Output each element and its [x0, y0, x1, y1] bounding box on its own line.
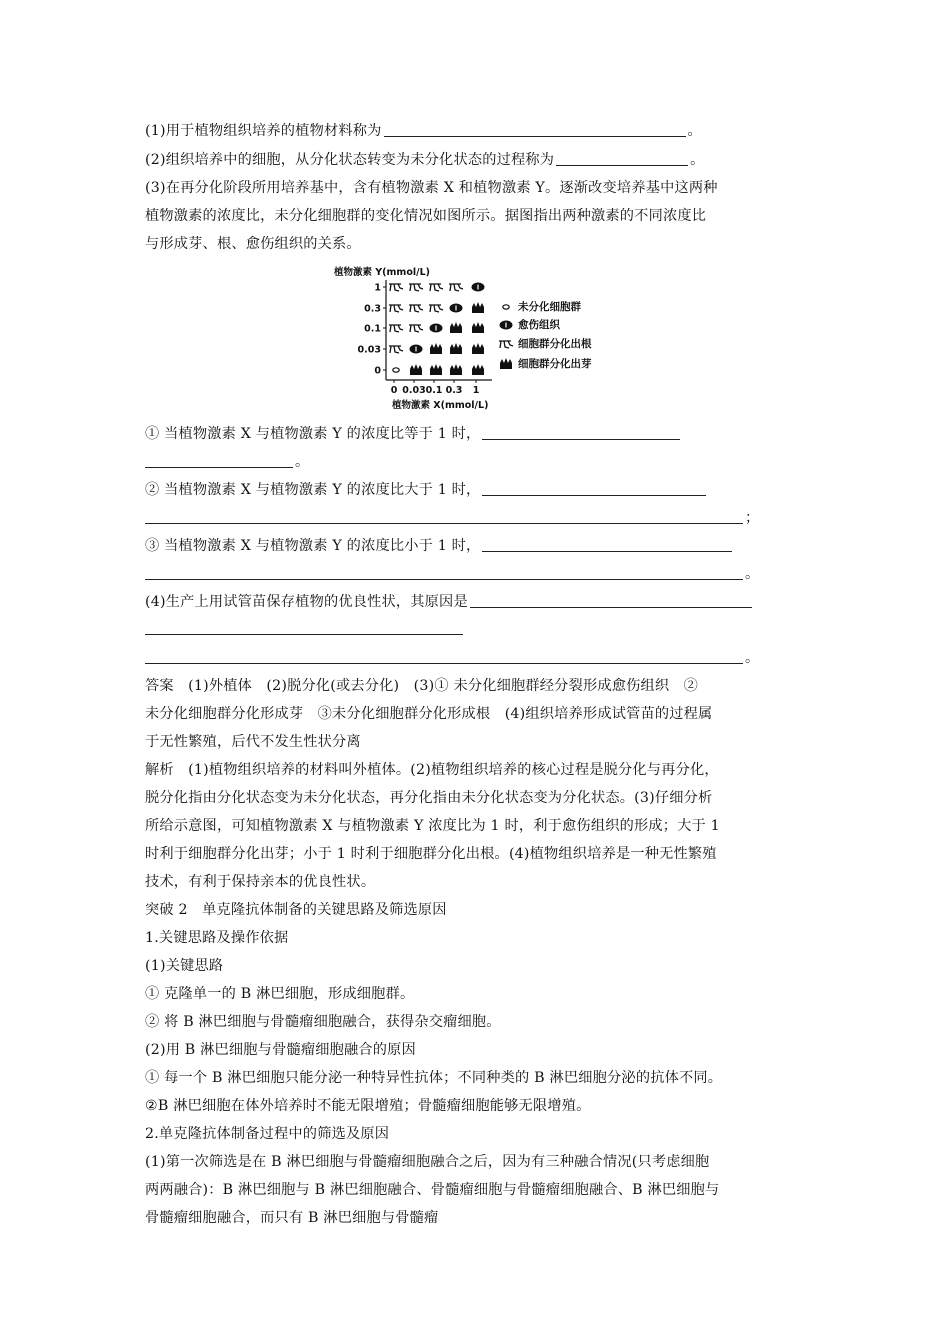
- answer-blank-5a[interactable]: [482, 537, 732, 552]
- shoot-icon: [472, 364, 484, 375]
- shoot-icon: [430, 343, 442, 354]
- shoot-icon: [450, 343, 462, 354]
- root-icon: [429, 284, 443, 291]
- section-2-title: 突破 2 单克隆抗体制备的关键思路及筛选原因: [145, 902, 447, 918]
- shoot-icon: [472, 322, 484, 333]
- answer-line-3: 于无性繁殖，后代不发生性状分离: [145, 734, 361, 750]
- answer-blank-3b[interactable]: [145, 453, 293, 468]
- sub-question-1-cont: 。: [145, 452, 309, 472]
- section-2-heading-1: 1.关键思路及操作依据: [145, 930, 289, 946]
- answer-blank-6a[interactable]: [470, 593, 752, 608]
- answer-blank-3a[interactable]: [482, 425, 680, 440]
- question-4-cont: 。: [145, 648, 759, 668]
- analysis-line-5: 技术，有利于保持亲本的优良性状。: [145, 874, 376, 890]
- y-tick-label: 0.3: [364, 303, 381, 315]
- question-3-line-3: 与形成芽、根、愈伤组织的关系。: [145, 236, 361, 252]
- answer-blank-2[interactable]: [556, 151, 688, 166]
- sub-question-2-cont: ；: [145, 508, 759, 528]
- section-2-heading-2: 2.单克隆抗体制备过程中的筛选及原因: [145, 1126, 390, 1142]
- section-2-point-3: ① 每一个 B 淋巴细胞只能分泌一种特异性抗体；不同种类的 B 淋巴细胞分泌的抗体不同。: [145, 1070, 723, 1086]
- answer-blank-4b[interactable]: [145, 509, 743, 524]
- shoot-icon: [500, 358, 512, 369]
- undifferentiated-cell-icon: [393, 368, 399, 372]
- sub-question-2: ② 当植物激素 X 与植物激素 Y 的浓度比大于 1 时，: [145, 480, 708, 500]
- answer-blank-4a[interactable]: [482, 481, 706, 496]
- answer-line-2: 未分化细胞群分化形成芽 ③未分化细胞群分化形成根 (4)组织培养形成试管苗的过程属: [145, 706, 713, 722]
- legend-label: 未分化细胞群: [518, 301, 581, 313]
- answer-blank-6b[interactable]: [145, 634, 463, 635]
- shoot-icon: [410, 364, 422, 375]
- y-tick-label: 0: [374, 365, 381, 377]
- analysis-line-1: 解析 (1)植物组织培养的材料叫外植体。(2)植物组织培养的核心过程是脱分化与再分化，: [145, 762, 719, 778]
- y-tick-label: 0.1: [364, 323, 381, 335]
- question-3-line-1: (3)在再分化阶段所用培养基中，含有植物激素 X 和植物激素 Y。逐渐改变培养基中这两种: [145, 180, 718, 196]
- sub-question-3: ③ 当植物激素 X 与植物激素 Y 的浓度比小于 1 时，: [145, 536, 734, 556]
- x-tick-label: 0.03: [402, 385, 426, 396]
- x-tick-label: 0.3: [445, 385, 463, 396]
- y-axis-label: 植物激素 Y(mmol/L): [334, 267, 430, 278]
- undifferentiated-cell-icon: [503, 305, 509, 309]
- root-icon: [389, 305, 403, 312]
- x-tick-label: 1: [472, 385, 480, 396]
- root-icon: [409, 325, 423, 332]
- shoot-icon: [430, 364, 442, 375]
- root-icon: [409, 284, 423, 291]
- analysis-line-2: 脱分化指由分化状态变为未分化状态，再分化指由未分化状态变为分化状态。(3)仔细分析: [145, 790, 713, 806]
- section-2-point-1: ① 克隆单一的 B 淋巴细胞，形成细胞群。: [145, 986, 415, 1002]
- x-tick-label: 0: [390, 385, 398, 396]
- root-icon: [409, 305, 423, 312]
- x-axis-label: 植物激素 X(mmol/L): [392, 400, 489, 411]
- root-icon: [389, 346, 403, 353]
- legend-label: 细胞群分化出芽: [518, 358, 592, 370]
- analysis-line-3: 所给示意图，可知植物激素 X 与植物激素 Y 浓度比为 1 时，利于愈伤组织的形成；大于 1: [145, 818, 720, 834]
- shoot-icon: [450, 322, 462, 333]
- analysis-line-4: 时利于细胞群分化出芽；小于 1 时利于细胞群分化出根。(4)植物组织培养是一种无性繁殖: [145, 846, 717, 862]
- answer-blank-6c[interactable]: [145, 649, 743, 664]
- question-4: (4)生产上用试管苗保存植物的优良性状，其原因是: [145, 592, 754, 612]
- root-icon: [389, 284, 403, 291]
- section-2-heading-1-1: (1)关键思路: [145, 958, 224, 974]
- question-1: (1)用于植物组织培养的植物材料称为 。: [145, 123, 702, 139]
- shoot-icon: [472, 302, 484, 313]
- section-2-para-line-1: (1)第一次筛选是在 B 淋巴细胞与骨髓瘤细胞融合之后，因为有三种融合情况(只考虑细胞: [145, 1154, 710, 1170]
- y-tick-label: 1: [374, 282, 381, 294]
- section-2-point-4: ②B 淋巴细胞在体外培养时不能无限增殖；骨髓瘤细胞能够无限增殖。: [145, 1098, 591, 1114]
- shoot-icon: [450, 364, 462, 375]
- sub-question-3-cont: 。: [145, 564, 759, 584]
- question-1-text: (1)用于植物组织培养的植物材料称为: [145, 123, 382, 139]
- hormone-ratio-figure: [330, 262, 630, 412]
- legend-label: 细胞群分化出根: [518, 338, 592, 350]
- sub-question-1: ① 当植物激素 X 与植物激素 Y 的浓度比等于 1 时，: [145, 424, 682, 444]
- question-2-text: (2)组织培养中的细胞，从分化状态转变为未分化状态的过程称为: [145, 152, 555, 168]
- y-tick-label: 0.03: [357, 344, 381, 356]
- section-2-point-2: ② 将 B 淋巴细胞与骨髓瘤细胞融合，获得杂交瘤细胞。: [145, 1014, 501, 1030]
- section-2-para-line-2: 两两融合)：B 淋巴细胞与 B 淋巴细胞融合、骨髓瘤细胞与骨髓瘤细胞融合、B 淋巴细胞与: [145, 1182, 720, 1198]
- section-2-para-line-3: 骨髓瘤细胞融合，而只有 B 淋巴细胞与骨髓瘤: [145, 1210, 439, 1226]
- root-icon: [499, 341, 513, 348]
- shoot-icon: [472, 343, 484, 354]
- section-2-heading-1-2: (2)用 B 淋巴细胞与骨髓瘤细胞融合的原因: [145, 1042, 416, 1058]
- root-icon: [449, 284, 463, 291]
- question-3-line-2: 植物激素的浓度比，未分化细胞群的变化情况如图所示。据图指出两种激素的不同浓度比: [145, 208, 707, 224]
- x-tick-label: 0.1: [425, 385, 443, 396]
- answer-blank-5b[interactable]: [145, 565, 743, 580]
- answer-line-1: 答案 (1)外植体 (2)脱分化(或去分化) (3)① 未分化细胞群经分裂形成愈伤组织 ②: [145, 678, 699, 694]
- answer-blank-1[interactable]: [384, 122, 686, 137]
- legend-label: 愈伤组织: [518, 319, 560, 331]
- root-icon: [429, 305, 443, 312]
- question-2: (2)组织培养中的细胞，从分化状态转变为未分化状态的过程称为 。: [145, 152, 705, 168]
- root-icon: [389, 325, 403, 332]
